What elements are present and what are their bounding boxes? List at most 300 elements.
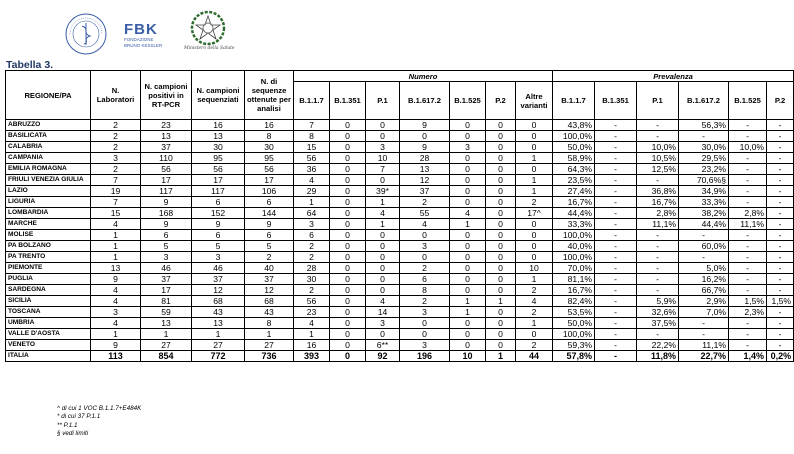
- prevalence-value: -: [729, 274, 767, 285]
- positive-value: 117: [141, 186, 192, 197]
- prevalence-value: 30,0%: [679, 142, 729, 153]
- positive-value: 56: [141, 164, 192, 175]
- sequenced-value: 13: [192, 318, 245, 329]
- variant-count-value: 393: [294, 351, 330, 362]
- prevalence-value: 16,7%: [553, 197, 595, 208]
- col-positive: N. campioni positivi in RT-PCR: [141, 71, 192, 120]
- variant-count-value: 14: [366, 307, 400, 318]
- table-row: [6, 263, 794, 274]
- labs-value: 15: [91, 208, 141, 219]
- variant-count-value: 55: [400, 208, 450, 219]
- prevalence-value: -: [729, 241, 767, 252]
- footnote: * di cui 37 P.1.1: [57, 413, 101, 421]
- variant-count-value: 2: [516, 307, 553, 318]
- variant-count-value: 0: [450, 252, 486, 263]
- sequenced-value: 117: [192, 186, 245, 197]
- prevalence-value: 10,0%: [637, 142, 679, 153]
- variant-count-value: 0: [330, 318, 366, 329]
- region-name: UMBRIA: [6, 318, 91, 329]
- prevalence-value: -: [595, 241, 637, 252]
- region-name: PUGLIA: [6, 274, 91, 285]
- variant-count-value: 1: [450, 307, 486, 318]
- prevalence-value: 82,4%: [553, 296, 595, 307]
- variant-count-value: 0: [330, 153, 366, 164]
- region-name: MARCHE: [6, 219, 91, 230]
- variant-count-value: 1: [294, 329, 330, 340]
- prevalence-value: 100,0%: [553, 329, 595, 340]
- variant-count-value: 2: [516, 340, 553, 351]
- prevalence-value: -: [637, 241, 679, 252]
- prevalence-value: -: [729, 164, 767, 175]
- prevalence-value: 23,5%: [553, 175, 595, 186]
- region-name: CAMPANIA: [6, 153, 91, 164]
- prevalence-value: 56,3%: [679, 120, 729, 131]
- variant-count-value: 0: [516, 329, 553, 340]
- prevalence-value: 23,2%: [679, 164, 729, 175]
- labs-value: 1: [91, 329, 141, 340]
- seq-ok-value: 17: [245, 175, 294, 186]
- positive-value: 81: [141, 296, 192, 307]
- seq-ok-value: 6: [245, 230, 294, 241]
- prevalence-value: 12,5%: [637, 164, 679, 175]
- prevalence-value: -: [595, 164, 637, 175]
- prevalence-value: -: [767, 230, 794, 241]
- region-name: PA BOLZANO: [6, 241, 91, 252]
- variant-count-value: 0: [450, 274, 486, 285]
- col-region: REGIONE/PA: [6, 71, 91, 120]
- region-name: BASILICATA: [6, 131, 91, 142]
- prevalence-value: -: [637, 285, 679, 296]
- prevalence-value: -: [595, 252, 637, 263]
- labs-value: 3: [91, 153, 141, 164]
- variant-count-value: 0: [366, 252, 400, 263]
- variant-count-value: 0: [486, 285, 516, 296]
- region-name: LOMBARDIA: [6, 208, 91, 219]
- seq-ok-value: 9: [245, 219, 294, 230]
- sequenced-value: 95: [192, 153, 245, 164]
- prevalence-value: -: [767, 252, 794, 263]
- prevalence-value: 58,9%: [553, 153, 595, 164]
- variant-count-value: 0: [400, 329, 450, 340]
- prevalence-value: -: [679, 318, 729, 329]
- variant-count-value: 0: [400, 230, 450, 241]
- variant-count-value: 0: [330, 241, 366, 252]
- prevalence-value: -: [595, 274, 637, 285]
- prevalence-value: -: [637, 274, 679, 285]
- seq-ok-value: 56: [245, 164, 294, 175]
- variant-count-value: 0: [400, 131, 450, 142]
- variant-count-value: 7: [366, 164, 400, 175]
- variant-count-value: 3: [450, 142, 486, 153]
- prevalence-value: -: [767, 241, 794, 252]
- table-row: [6, 186, 794, 197]
- variant-count-value: 2: [400, 263, 450, 274]
- variant-count-value: 0: [486, 263, 516, 274]
- variant-count-value: 2: [516, 285, 553, 296]
- table-row: [6, 296, 794, 307]
- prevalence-value: 5,0%: [679, 263, 729, 274]
- labs-value: 2: [91, 142, 141, 153]
- ministry-emblem-logo: Ministero della Salute: [184, 10, 232, 60]
- positive-value: 23: [141, 120, 192, 131]
- variant-count-value: 10: [366, 153, 400, 164]
- positive-value: 1: [141, 329, 192, 340]
- seq-ok-value: 736: [245, 351, 294, 362]
- table-row: [6, 197, 794, 208]
- prevalence-value: -: [767, 318, 794, 329]
- positive-value: 37: [141, 142, 192, 153]
- region-name: EMILIA ROMAGNA: [6, 164, 91, 175]
- prevalence-value: -: [679, 329, 729, 340]
- variant-count-value: 28: [294, 263, 330, 274]
- variant-count-value: 0: [486, 186, 516, 197]
- variant-count-value: 0: [486, 142, 516, 153]
- variant-count-value: 0: [516, 142, 553, 153]
- prevalence-value: 2,9%: [679, 296, 729, 307]
- prevalence-value: -: [767, 153, 794, 164]
- seq-ok-value: 2: [245, 252, 294, 263]
- prevalence-value: 1,5%: [767, 296, 794, 307]
- prevalence-value: -: [767, 219, 794, 230]
- col-variant-count: P.1: [366, 82, 400, 120]
- prevalence-value: -: [767, 263, 794, 274]
- positive-value: 17: [141, 285, 192, 296]
- prevalence-value: -: [767, 329, 794, 340]
- positive-value: 110: [141, 153, 192, 164]
- variant-count-value: 0: [330, 329, 366, 340]
- table-row: [6, 208, 794, 219]
- prevalence-value: -: [679, 230, 729, 241]
- prevalence-value: -: [729, 153, 767, 164]
- prevalence-value: -: [595, 208, 637, 219]
- col-variant-prevalence: B.1.617.2: [679, 82, 729, 120]
- variant-count-value: 0: [516, 131, 553, 142]
- seq-ok-value: 8: [245, 131, 294, 142]
- variant-count-value: 0: [450, 197, 486, 208]
- col-variant-count: B.1.351: [330, 82, 366, 120]
- variant-count-value: 0: [486, 164, 516, 175]
- table-row: [6, 153, 794, 164]
- sequenced-value: 68: [192, 296, 245, 307]
- variant-count-value: 39*: [366, 186, 400, 197]
- variant-count-value: 0: [486, 252, 516, 263]
- variant-count-value: 0: [486, 197, 516, 208]
- region-name: LAZIO: [6, 186, 91, 197]
- variant-count-value: 1: [486, 351, 516, 362]
- positive-value: 9: [141, 197, 192, 208]
- prevalence-value: -: [595, 219, 637, 230]
- sequenced-value: 5: [192, 241, 245, 252]
- prevalence-value: -: [595, 131, 637, 142]
- table-row: [6, 230, 794, 241]
- prevalence-value: -: [595, 142, 637, 153]
- sequenced-value: 772: [192, 351, 245, 362]
- variant-count-value: 0: [450, 230, 486, 241]
- labs-value: 9: [91, 274, 141, 285]
- region-name: TOSCANA: [6, 307, 91, 318]
- positive-value: 27: [141, 340, 192, 351]
- prevalence-value: 32,6%: [637, 307, 679, 318]
- region-name: VENETO: [6, 340, 91, 351]
- prevalence-value: -: [637, 329, 679, 340]
- variant-count-value: 0: [486, 120, 516, 131]
- variant-count-value: 3: [400, 241, 450, 252]
- variant-count-value: 0: [330, 131, 366, 142]
- variant-count-value: 1: [450, 296, 486, 307]
- group-number-header: Numero: [294, 71, 553, 82]
- labs-value: 3: [91, 307, 141, 318]
- variant-count-value: 16: [294, 340, 330, 351]
- sequenced-value: 46: [192, 263, 245, 274]
- variant-prevalence-table: [5, 70, 794, 362]
- variant-count-value: 196: [400, 351, 450, 362]
- seq-ok-value: 12: [245, 285, 294, 296]
- labs-value: 2: [91, 120, 141, 131]
- footnotes: [57, 405, 141, 439]
- sequenced-value: 152: [192, 208, 245, 219]
- variant-count-value: 56: [294, 296, 330, 307]
- variant-count-value: 0: [330, 263, 366, 274]
- table-row: [6, 307, 794, 318]
- region-name: ABRUZZO: [6, 120, 91, 131]
- variant-count-value: 17^: [516, 208, 553, 219]
- prevalence-value: 7,0%: [679, 307, 729, 318]
- variant-count-value: 1: [516, 274, 553, 285]
- prevalence-value: -: [595, 285, 637, 296]
- prevalence-value: 57,8%: [553, 351, 595, 362]
- prevalence-value: 43,8%: [553, 120, 595, 131]
- variant-count-value: 64: [294, 208, 330, 219]
- variant-count-value: 8: [400, 285, 450, 296]
- variant-count-value: 4: [366, 296, 400, 307]
- labs-value: 7: [91, 197, 141, 208]
- prevalence-value: -: [595, 318, 637, 329]
- variant-count-value: 0: [486, 230, 516, 241]
- sequenced-value: 6: [192, 197, 245, 208]
- variant-count-value: 0: [486, 153, 516, 164]
- positive-value: 9: [141, 219, 192, 230]
- iss-seal-logo: [64, 12, 108, 56]
- variant-count-value: 0: [486, 219, 516, 230]
- variant-count-value: 0: [450, 120, 486, 131]
- prevalence-value: -: [595, 263, 637, 274]
- col-variant-prevalence: B.1.525: [729, 82, 767, 120]
- region-name: SARDEGNA: [6, 285, 91, 296]
- prevalence-value: -: [595, 307, 637, 318]
- prevalence-value: -: [729, 329, 767, 340]
- variant-count-value: 0: [330, 142, 366, 153]
- labs-value: 2: [91, 131, 141, 142]
- positive-value: 854: [141, 351, 192, 362]
- col-variant-count: B.1.525: [450, 82, 486, 120]
- positive-value: 13: [141, 131, 192, 142]
- prevalence-value: -: [729, 285, 767, 296]
- prevalence-value: 40,0%: [553, 241, 595, 252]
- region-name: CALABRIA: [6, 142, 91, 153]
- table-row: [6, 241, 794, 252]
- variant-count-value: 56: [294, 153, 330, 164]
- positive-value: 17: [141, 175, 192, 186]
- col-variant-prevalence: B.1.1.7: [553, 82, 595, 120]
- variant-count-value: 1: [366, 219, 400, 230]
- sequenced-value: 16: [192, 120, 245, 131]
- prevalence-value: -: [679, 131, 729, 142]
- prevalence-value: 27,4%: [553, 186, 595, 197]
- prevalence-value: 16,2%: [679, 274, 729, 285]
- variant-count-value: 0: [450, 340, 486, 351]
- prevalence-value: 11,1%: [729, 219, 767, 230]
- prevalence-value: -: [595, 186, 637, 197]
- variant-count-value: 1: [516, 186, 553, 197]
- variant-count-value: 0: [486, 329, 516, 340]
- variant-count-value: 1: [516, 153, 553, 164]
- variant-count-value: 0: [330, 351, 366, 362]
- labs-value: 7: [91, 175, 141, 186]
- footnote: ** P.1.1: [57, 421, 78, 429]
- variant-count-value: 6: [400, 274, 450, 285]
- prevalence-value: 11,1%: [679, 340, 729, 351]
- fbk-logo: FBK FONDAZIONE BRUNO KESSLER: [124, 21, 163, 48]
- variant-count-value: 4: [400, 219, 450, 230]
- prevalence-value: 66,7%: [679, 285, 729, 296]
- prevalence-value: -: [767, 307, 794, 318]
- prevalence-value: 2,8%: [637, 208, 679, 219]
- labs-value: 113: [91, 351, 141, 362]
- variant-count-value: 2: [294, 252, 330, 263]
- variant-count-value: 0: [486, 208, 516, 219]
- prevalence-value: -: [729, 131, 767, 142]
- total-row: [6, 351, 794, 362]
- col-sequenced: N. campioni sequenziati: [192, 71, 245, 120]
- variant-count-value: 0: [516, 164, 553, 175]
- prevalence-value: -: [595, 197, 637, 208]
- prevalence-value: -: [729, 120, 767, 131]
- variant-count-value: 0: [516, 230, 553, 241]
- col-variant-count: B.1.617.2: [400, 82, 450, 120]
- prevalence-value: -: [767, 131, 794, 142]
- prevalence-value: -: [767, 164, 794, 175]
- variant-count-value: 0: [330, 285, 366, 296]
- variant-count-value: 0: [366, 285, 400, 296]
- variant-count-value: 9: [400, 142, 450, 153]
- variant-count-value: 4: [516, 296, 553, 307]
- variant-count-value: 4: [294, 175, 330, 186]
- variant-count-value: 0: [330, 197, 366, 208]
- prevalence-value: 38,2%: [679, 208, 729, 219]
- prevalence-value: 44,4%: [679, 219, 729, 230]
- prevalence-value: 70,0%: [553, 263, 595, 274]
- labs-value: 9: [91, 340, 141, 351]
- prevalence-value: 36,8%: [637, 186, 679, 197]
- prevalence-value: 5,9%: [637, 296, 679, 307]
- variant-count-value: 0: [450, 329, 486, 340]
- sequenced-value: 9: [192, 219, 245, 230]
- prevalence-value: -: [637, 230, 679, 241]
- variant-count-value: 0: [330, 307, 366, 318]
- table-row: [6, 131, 794, 142]
- prevalence-value: -: [595, 340, 637, 351]
- prevalence-value: -: [767, 175, 794, 186]
- header-logos: [58, 8, 258, 60]
- labs-value: 1: [91, 230, 141, 241]
- prevalence-value: -: [767, 186, 794, 197]
- variant-count-value: 0: [366, 274, 400, 285]
- prevalence-value: 2,3%: [729, 307, 767, 318]
- prevalence-value: -: [595, 120, 637, 131]
- variant-count-value: 0: [330, 175, 366, 186]
- prevalence-value: 11,1%: [637, 219, 679, 230]
- variant-count-value: 0: [486, 307, 516, 318]
- prevalence-value: 59,3%: [553, 340, 595, 351]
- prevalence-value: 1,4%: [729, 351, 767, 362]
- variant-count-value: 7: [294, 120, 330, 131]
- col-seq-ok: N. di sequenze ottenute per analisi: [245, 71, 294, 120]
- region-name: SICILIA: [6, 296, 91, 307]
- prevalence-value: 34,9%: [679, 186, 729, 197]
- prevalence-value: -: [595, 351, 637, 362]
- positive-value: 59: [141, 307, 192, 318]
- variant-count-value: 0: [330, 296, 366, 307]
- prevalence-value: -: [729, 252, 767, 263]
- variant-count-value: 4: [450, 208, 486, 219]
- prevalence-value: 70,6%§: [679, 175, 729, 186]
- variant-count-value: 0: [366, 329, 400, 340]
- table-row: [6, 142, 794, 153]
- variant-count-value: 0: [330, 186, 366, 197]
- prevalence-value: -: [767, 274, 794, 285]
- seq-ok-value: 1: [245, 329, 294, 340]
- positive-value: 46: [141, 263, 192, 274]
- variant-count-value: 0: [366, 230, 400, 241]
- variant-count-value: 1: [450, 219, 486, 230]
- table-row: [6, 175, 794, 186]
- sequenced-value: 13: [192, 131, 245, 142]
- header-row-groups: [6, 71, 794, 82]
- prevalence-value: 2,8%: [729, 208, 767, 219]
- region-name: LIGURIA: [6, 197, 91, 208]
- variant-count-value: 2: [400, 296, 450, 307]
- sequenced-value: 56: [192, 164, 245, 175]
- variant-count-value: 2: [294, 241, 330, 252]
- variant-count-value: 2: [516, 197, 553, 208]
- positive-value: 6: [141, 230, 192, 241]
- variant-count-value: 1: [294, 197, 330, 208]
- variant-count-value: 0: [400, 252, 450, 263]
- variant-count-value: 3: [366, 318, 400, 329]
- prevalence-value: -: [729, 186, 767, 197]
- variant-count-value: 0: [450, 285, 486, 296]
- table-title: Tabella 3.: [6, 59, 54, 71]
- region-name: VALLE D'AOSTA: [6, 329, 91, 340]
- variant-count-value: 12: [400, 175, 450, 186]
- prevalence-value: 22,7%: [679, 351, 729, 362]
- labs-value: 2: [91, 164, 141, 175]
- prevalence-value: -: [767, 197, 794, 208]
- variant-count-value: 0: [450, 263, 486, 274]
- prevalence-value: 10,0%: [729, 142, 767, 153]
- variant-count-value: 3: [400, 307, 450, 318]
- table-row: [6, 329, 794, 340]
- prevalence-value: -: [729, 318, 767, 329]
- prevalence-value: 0,2%: [767, 351, 794, 362]
- variant-count-value: 0: [516, 120, 553, 131]
- variant-count-value: 0: [486, 241, 516, 252]
- seq-ok-value: 5: [245, 241, 294, 252]
- prevalence-value: -: [767, 142, 794, 153]
- footnote: § vedi limiti: [57, 430, 89, 438]
- region-name: PA TRENTO: [6, 252, 91, 263]
- col-variant-count: P.2: [486, 82, 516, 120]
